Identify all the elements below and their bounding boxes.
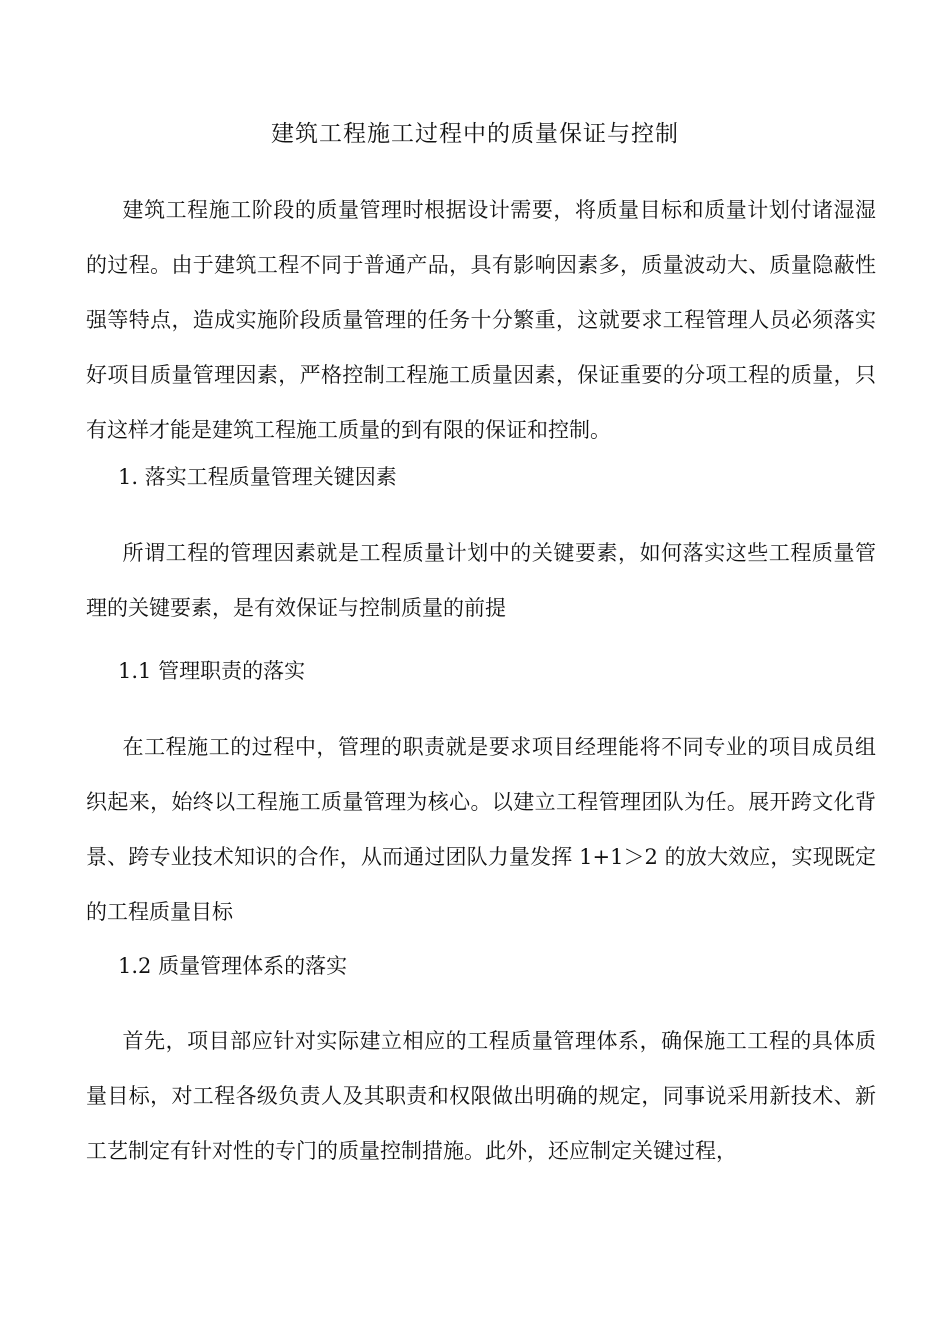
paragraph [86,720,876,940]
subsection-heading: 1.2 质量管理体系的落实 [118,954,348,978]
paragraph-text: 在工程施工的过程中，管理的职责就是要求项目经理能将不同专业的项目成员组织起来，始终以工程施工质量管理为核心。以建立工程管理团队为任。展开跨文化背景、跨专业技术知识的合作，从而通过团队力量发挥 1+1＞2 的放大效应，实现既定的工程质量目标 [86,735,876,924]
paragraph [86,183,876,458]
document-title: 建筑工程施工过程中的质量保证与控制 [271,121,679,147]
section-heading: 1. 落实工程质量管理关键因素 [118,465,397,489]
paragraph-text: 首先，项目部应针对实际建立相应的工程质量管理体系，确保施工工程的具体质量目标，对工程各级负责人及其职责和权限做出明确的规定，同事说采用新技术、新工艺制定有针对性的专门的质量控制措施。此外，还应制定关键过程， [86,1029,876,1163]
paragraph [86,1014,876,1179]
paragraph-text: 建筑工程施工阶段的质量管理时根据设计需要，将质量目标和质量计划付诸湿湿的过程。由于建筑工程不同于普通产品，具有影响因素多，质量波动大、质量隐蔽性强等特点，造成实施阶段质量管理的任务十分繁重，这就要求工程管理人员必须落实好项目质量管理因素，严格控制工程施工质量因素，保证重要的分项工程的质量，只有这样才能是建筑工程施工质量的到有限的保证和控制。 [86,198,876,442]
subsection-heading: 1.1 管理职责的落实 [118,659,306,683]
paragraph-text: 所谓工程的管理因素就是工程质量计划中的关键要素，如何落实这些工程质量管理的关键要素，是有效保证与控制质量的前提 [86,541,876,620]
paragraph [86,526,876,636]
